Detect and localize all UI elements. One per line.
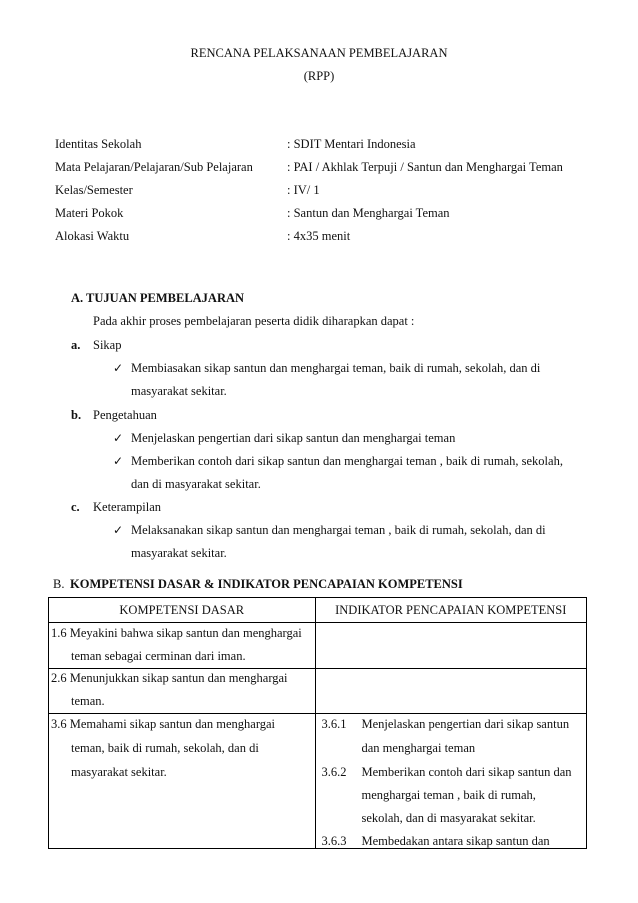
indicator-line: menghargai teman , baik di rumah, <box>361 788 536 802</box>
table-header-row <box>49 598 587 623</box>
group-marker: c. <box>71 500 80 514</box>
table-row <box>49 669 587 714</box>
indicator-line: Memberikan contoh dari sikap santun dan <box>361 765 572 779</box>
section-b-heading: KOMPETENSI DASAR & INDIKATOR PENCAPAIAN KOMPETENSI <box>70 577 463 591</box>
identity-value: : 4x35 menit <box>287 229 351 243</box>
kd-line: 3.6 Memahami sikap santun dan menghargai <box>51 717 276 731</box>
checkmark-icon: ✓ <box>113 523 124 537</box>
group-label: Keterampilan <box>93 500 162 514</box>
kd-line: teman, baik di rumah, sekolah, dan di <box>71 741 259 755</box>
identity-label: Alokasi Waktu <box>55 229 130 243</box>
kd-line: 2.6 Menunjukkan sikap santun dan menghargai <box>51 671 288 685</box>
table-row <box>49 623 587 669</box>
identity-value: : SDIT Mentari Indonesia <box>287 137 416 151</box>
group-marker: b. <box>71 408 82 422</box>
kd-line: teman sebagai cerminan dari iman. <box>71 649 246 663</box>
checkmark-icon: ✓ <box>113 361 124 375</box>
objective-line: Membiasakan sikap santun dan menghargai teman, baik di rumah, sekolah, dan di <box>131 361 541 375</box>
objective-line: Melaksanakan sikap santun dan menghargai teman , baik di rumah, sekolah, dan di <box>131 523 546 537</box>
objective-line: masyarakat sekitar. <box>131 546 227 560</box>
indicator-line: Menjelaskan pengertian dari sikap santun <box>361 717 570 731</box>
checkmark-icon: ✓ <box>113 454 124 468</box>
kd-line: masyarakat sekitar. <box>71 765 167 779</box>
indicator-number: 3.6.1 <box>321 717 347 731</box>
kd-cell <box>49 669 316 714</box>
indicator-number: 3.6.3 <box>321 834 347 848</box>
page-subtitle: (RPP) <box>303 69 335 83</box>
objective-line: Memberikan contoh dari sikap santun dan menghargai teman , baik di rumah, sekolah, <box>131 454 563 468</box>
checkmark-icon: ✓ <box>113 431 124 445</box>
indicator-line: sekolah, dan di masyarakat sekitar. <box>361 811 536 825</box>
objective-line: Menjelaskan pengertian dari sikap santun dan menghargai teman <box>131 431 456 445</box>
indicator-line: dan menghargai teman <box>361 741 476 755</box>
competency-table <box>48 597 587 849</box>
section-a-intro: Pada akhir proses pembelajaran peserta didik diharapkan dapat : <box>93 314 415 328</box>
column-header-kompetensi-dasar: KOMPETENSI DASAR <box>49 598 316 623</box>
table-row <box>49 714 587 849</box>
group-label: Sikap <box>93 338 122 352</box>
section-a-heading: A. TUJUAN PEMBELAJARAN <box>71 291 245 305</box>
indicator-number: 3.6.2 <box>321 765 347 779</box>
objective-line: masyarakat sekitar. <box>131 384 227 398</box>
indicator-cell <box>315 669 587 714</box>
page-title: RENCANA PELAKSANAAN PEMBELAJARAN <box>190 46 448 60</box>
identity-value: : IV/ 1 <box>287 183 320 197</box>
identity-label: Mata Pelajaran/Pelajaran/Sub Pelajaran <box>55 160 253 174</box>
objective-line: dan di masyarakat sekitar. <box>131 477 261 491</box>
kd-cell <box>49 623 316 669</box>
kd-cell <box>49 714 316 849</box>
group-marker: a. <box>71 338 81 352</box>
group-label: Pengetahuan <box>93 408 157 422</box>
section-b-heading-prefix: B. <box>53 577 65 591</box>
kd-line: teman. <box>71 694 105 708</box>
identity-label: Materi Pokok <box>55 206 124 220</box>
indicator-cell <box>315 714 587 849</box>
indicator-cell <box>315 623 587 669</box>
indicator-line: Membedakan antara sikap santun dan <box>361 834 550 848</box>
column-header-indikator: INDIKATOR PENCAPAIAN KOMPETENSI <box>315 598 587 623</box>
identity-label: Identitas Sekolah <box>55 137 142 151</box>
identity-value: : Santun dan Menghargai Teman <box>287 206 450 220</box>
identity-label: Kelas/Semester <box>55 183 133 197</box>
kd-line: 1.6 Meyakini bahwa sikap santun dan menghargai <box>51 626 302 640</box>
identity-value: : PAI / Akhlak Terpuji / Santun dan Menghargai Teman <box>287 160 563 174</box>
